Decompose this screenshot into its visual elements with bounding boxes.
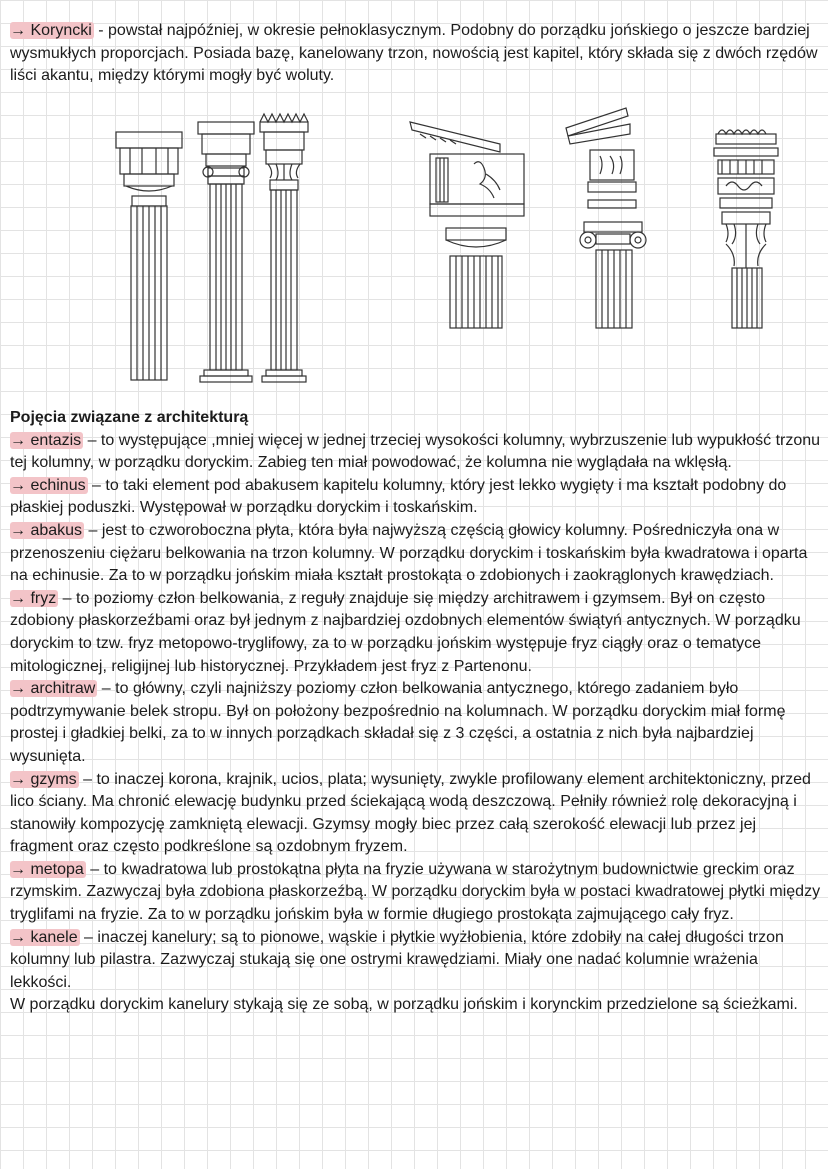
definition-gzyms — [10, 769, 822, 859]
definition-kanele — [10, 927, 822, 995]
definition-text: – to kwadratowa lub prostokątna płyta na fryzie używana w starożytnym budownictwie greckim oraz rzymskim. Zazwyczaj była zdobiona płaskorzeźbą. W porządku doryckim była w postaci kwadratowej płytki między tryglifami na fryzie. Za to w porządku jońskim była w formie długiego prostokąta zajmującego cały fryz. — [10, 860, 821, 924]
term-label: → entazis — [10, 431, 82, 449]
term-label: → kanele — [10, 928, 78, 946]
definition-text: – to główny, czyli najniższy poziomy człon belkowania antycznego, którego zadaniem było podtrzymywanie belek stropu. Był on położony bezpośrednio na kolumnach. W porządku doryckim miał formę prostej i gładkiej belki, za to w innych porządkach składał się z 3 części, a ostatnia z nich była najbardziej wysunięta. — [10, 680, 786, 765]
term-label: → echinus — [10, 476, 86, 494]
doric-capital-detail — [410, 122, 524, 328]
definition-abakus — [10, 520, 822, 588]
corinthian-column — [260, 114, 308, 382]
term-label: → fryz — [10, 589, 57, 607]
section-heading: Pojęcia związane z architekturą — [10, 409, 249, 426]
corinthian-capital-detail — [714, 130, 778, 328]
ionic-capital-detail — [566, 108, 646, 328]
doric-column — [116, 132, 182, 380]
closing-paragraph: W porządku doryckim kanelury stykają się ze sobą, w porządku jońskim i korynckim przedzielone są ścieżkami. — [10, 996, 798, 1014]
columns-drawing — [100, 104, 780, 388]
definition-text: – to występujące ,mniej więcej w jednej trzeciej wysokości kolumny, wybrzuszenie lub wypukłość trzonu tej kolumny, w porządku doryckim. Zabieg ten miał powodować, że kolumna nie wyglądała na wklęsłą. — [10, 431, 821, 472]
definitions-section — [10, 407, 822, 1017]
definition-text: – to inaczej korona, krajnik, ucios, plata; wysunięty, zwykle profilowany element architektoniczny, przed lico ściany. Ma chronić elewację budynku przed ściekającą wodą deszczową. Pełniły również rolę dekoracyjną i stanowiły kompozycję zamkniętą elewacji. Gzymsy mogły biec przez całą szerokość elewacji lub przez jej fragment oraz często podkreślone są ozdobnym fryzem. — [10, 770, 811, 856]
definition-fryz — [10, 588, 822, 678]
definition-text: – inaczej kanelury; są to pionowe, wąskie i płytkie wyżłobienia, które zdobiły na całej długości trzon kolumny lub pilastra. Zazwyczaj stukają się one ostrymi krawędziami. Miały one nadać kolumnie wrażenia lekkości. — [10, 928, 784, 991]
definition-text: – to poziomy człon belkowania, z reguły znajduje się między architrawem i gzymsem. Był on często zdobiony płaskorzeźbami oraz był jednym z najbardziej ozdobnych elementów świątyń antycznych. W porządku doryckim to tzw. fryz metopowo-tryglifowy, za to w porządku jońskim występuje fryz ciągły oraz o tematyce mitologicznej, religijnej lub historycznej. Przykładem jest fryz z Partenonu. — [10, 589, 801, 675]
intro-text: - powstał najpóźniej, w okresie pełnoklasycznym. Podobny do porządku jońskiego o jeszcze bardziej wysmukłych proporcjach. Posiada bazę, kanelowany trzon, nowością jest kapitel, który składa się z dwóch rzędów liści akantu, między którymi mogły być woluty. — [10, 22, 818, 85]
definition-text: – to taki element pod abakusem kapitelu kolumny, który jest lekko wygięty i ma kształt podobny do płaskiej poduszki. Występował w porządku doryckim i toskańskim. — [10, 476, 787, 517]
definition-entazis — [10, 430, 822, 475]
definition-metopa — [10, 859, 822, 927]
definition-echinus — [10, 475, 822, 520]
term-label: → abakus — [10, 521, 83, 539]
intro-paragraph — [10, 20, 822, 88]
term-label: → gzyms — [10, 770, 77, 788]
term-label: → architraw — [10, 680, 96, 698]
ionic-column — [198, 122, 254, 382]
columns-illustration — [100, 104, 780, 388]
term-koryncki: → Koryncki — [10, 22, 92, 39]
definition-architraw — [10, 678, 822, 768]
definition-text: – jest to czworoboczna płyta, która była najwyższą częścią głowicy kolumny. Pośredniczyła ona w przenoszeniu ciężaru belkowania na trzon kolumny. W porządku doryckim i toskańskim była kwadratowa i oparta na echinusie. Za to w porządku jońskim miała kształt prostokąta o zdobionych i zaokrąglonych krawędziach. — [10, 521, 808, 585]
term-label: → metopa — [10, 860, 84, 878]
